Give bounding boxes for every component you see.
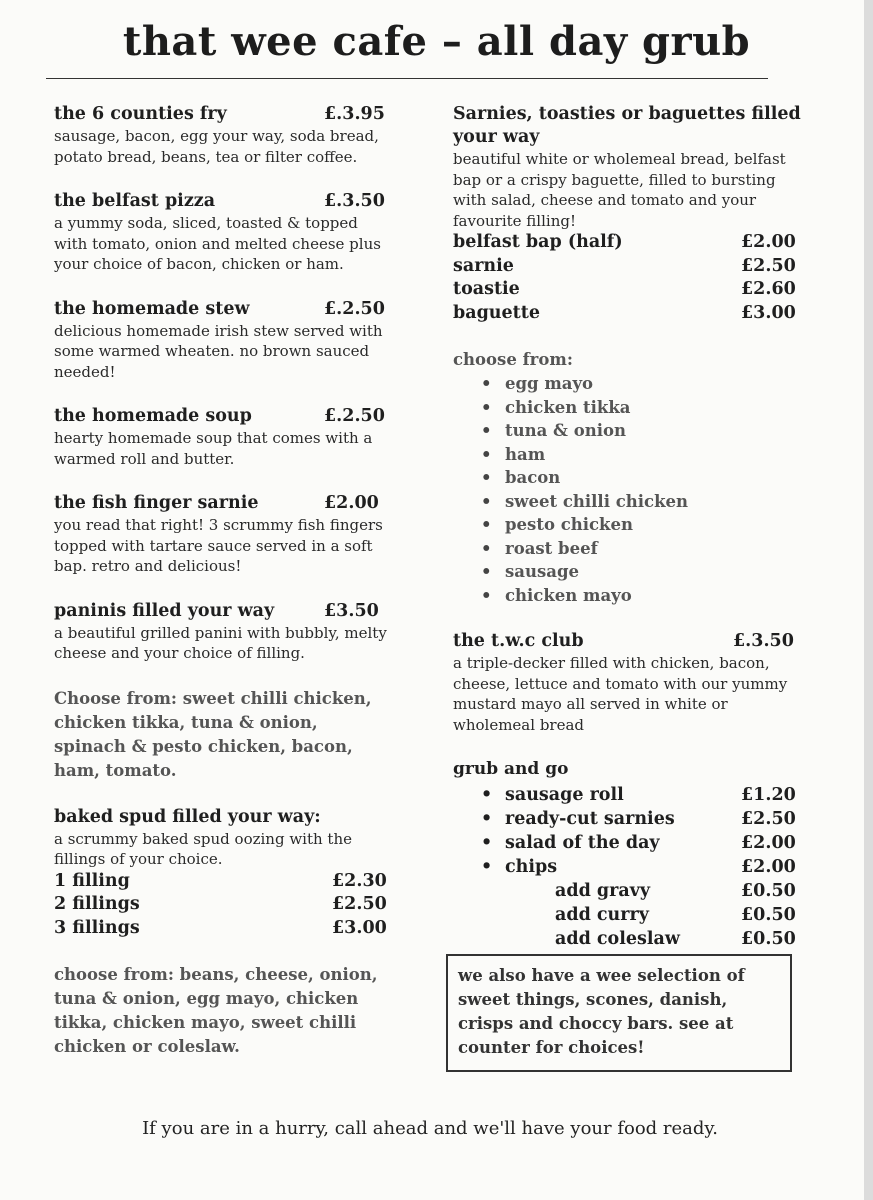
grub-row <box>453 855 803 879</box>
item-name: the 6 counties fry <box>54 104 227 124</box>
section-heading: grub and go <box>453 759 569 779</box>
price-row <box>453 278 803 302</box>
grub-label: • chips <box>505 857 558 877</box>
title-rule <box>46 78 768 79</box>
section-heading: Sarnies, toasties or baguettes filled your way <box>453 104 801 147</box>
option-label: baguette <box>453 302 540 323</box>
item-name: the t.w.c club <box>453 631 584 651</box>
price-row <box>453 302 803 326</box>
price-row <box>453 231 803 255</box>
addon-row <box>453 879 803 903</box>
menu-item <box>54 600 394 664</box>
item-description: delicious homemade irish stew served with some warmed wheaten. no brown sauced needed! <box>54 321 383 381</box>
item-heading <box>453 630 803 653</box>
item-name: paninis filled your way <box>54 600 275 621</box>
option-price: £2.60 <box>741 279 796 299</box>
item-description: a triple-decker filled with chicken, bacon, cheese, lettuce and tomato with our yummy mustard mayo all served in white or wholemeal bread <box>453 654 788 734</box>
menu-item <box>54 298 394 383</box>
club-item <box>453 630 803 735</box>
grub-price: £2.50 <box>741 809 796 829</box>
addon-price: £0.50 <box>741 929 796 949</box>
page-title: that wee cafe – all day grub <box>122 18 751 65</box>
grub-label: • ready-cut sarnies <box>505 809 675 829</box>
item-heading <box>54 492 394 515</box>
list-item: • egg mayo <box>481 372 803 396</box>
item-description: a scrummy baked spud oozing with the fillings of your choice. <box>54 829 352 868</box>
item-price: £.2.50 <box>324 298 385 319</box>
spud-choices: choose from: beans, cheese, onion, tuna & onion, egg mayo, chicken tikka, chicken mayo, sweet chilli chicken or coleslaw. <box>54 965 378 1056</box>
item-heading <box>54 600 394 623</box>
option-price: £3.00 <box>332 917 387 938</box>
item-heading <box>54 103 394 126</box>
list-item: • ham <box>481 443 803 467</box>
item-description: a yummy soda, sliced, toasted & topped with tomato, onion and melted cheese plus your choice of bacon, chicken or ham. <box>54 214 381 273</box>
list-item: • chicken mayo <box>481 584 803 608</box>
item-name: the fish finger sarnie <box>54 493 259 513</box>
footer-note: If you are in a hurry, call ahead and we'll have your food ready. <box>142 1118 718 1139</box>
addon-label: add coleslaw <box>555 929 680 949</box>
grub-price: £1.20 <box>741 785 796 805</box>
list-item: • pesto chicken <box>481 513 803 537</box>
section-description: beautiful white or wholemeal bread, belfast bap or a crispy baguette, filled to bursting with salad, cheese and tomato and your favourite filling! <box>453 150 786 230</box>
left-column <box>54 103 394 1059</box>
sweets-notice-box: we also have a wee selection of sweet things, scones, danish, crisps and choccy bars. see at counter for choices! <box>446 954 792 1072</box>
panini-choices: Choose from: sweet chilli chicken, chicken tikka, tuna & onion, spinach & pesto chicken, bacon, ham, tomato. <box>54 688 372 780</box>
item-price: £.2.50 <box>324 406 385 426</box>
list-item: • roast beef <box>481 537 803 561</box>
menu-item-spud <box>54 806 394 941</box>
list-item: • sweet chilli chicken <box>481 490 803 514</box>
price-row <box>453 255 803 279</box>
sarnies-section <box>453 103 803 325</box>
option-price: £2.50 <box>332 894 387 914</box>
item-heading <box>54 405 394 428</box>
item-name: baked spud filled your way: <box>54 806 321 827</box>
fillings-section <box>453 348 803 607</box>
grub-row <box>453 783 803 807</box>
item-name: the belfast pizza <box>54 191 216 211</box>
menu-item <box>54 492 394 577</box>
item-price: £.3.50 <box>324 191 385 211</box>
option-price: £3.00 <box>741 302 796 323</box>
option-label: toastie <box>453 279 520 299</box>
list-item: • chicken tikka <box>481 396 803 420</box>
item-description: you read that right! 3 scrummy fish fingers topped with tartare sauce served in a soft bap. retro and delicious! <box>54 516 383 575</box>
addon-label: add curry <box>555 905 649 925</box>
item-price: £.3.50 <box>733 631 794 651</box>
addon-row <box>453 927 803 951</box>
menu-item <box>54 103 394 167</box>
item-heading <box>54 190 394 213</box>
grub-price: £2.00 <box>741 833 796 853</box>
option-label: 2 fillings <box>54 894 140 914</box>
addon-row <box>453 903 803 927</box>
price-row <box>54 917 394 941</box>
list-item: • tuna & onion <box>481 419 803 443</box>
item-description: hearty homemade soup that comes with a warmed roll and butter. <box>54 429 373 468</box>
right-column <box>453 103 803 951</box>
choose-label: choose from: <box>453 350 573 369</box>
grub-row <box>453 831 803 855</box>
addon-price: £0.50 <box>741 881 796 901</box>
addon-price: £0.50 <box>741 905 796 925</box>
grub-label: • sausage roll <box>505 785 624 805</box>
page-edge <box>864 0 873 1200</box>
fillings-list <box>453 372 803 607</box>
item-price: £.3.95 <box>324 104 385 124</box>
menu-item <box>54 190 394 275</box>
option-price: £2.30 <box>332 870 387 891</box>
price-row <box>54 870 394 894</box>
option-label: 1 filling <box>54 870 130 891</box>
item-price: £2.00 <box>324 493 379 513</box>
price-row <box>54 893 394 917</box>
addon-label: add gravy <box>555 881 651 901</box>
option-label: belfast bap (half) <box>453 232 623 252</box>
list-item: • sausage <box>481 560 803 584</box>
item-name: the homemade stew <box>54 298 250 319</box>
grub-and-go-section <box>453 758 803 951</box>
list-item: • bacon <box>481 466 803 490</box>
grub-label: • salad of the day <box>505 833 660 853</box>
item-name: the homemade soup <box>54 406 252 426</box>
option-label: 3 fillings <box>54 917 140 938</box>
item-heading <box>54 806 394 829</box>
option-label: sarnie <box>453 255 514 276</box>
grub-price: £2.00 <box>741 857 796 877</box>
item-price: £3.50 <box>324 600 379 621</box>
item-heading <box>54 298 394 321</box>
item-description: sausage, bacon, egg your way, soda bread, potato bread, beans, tea or filter coffee. <box>54 127 379 166</box>
menu-item <box>54 405 394 469</box>
item-description: a beautiful grilled panini with bubbly, melty cheese and your choice of filling. <box>54 623 387 662</box>
grub-row <box>453 807 803 831</box>
option-price: £2.50 <box>741 255 796 276</box>
option-price: £2.00 <box>741 232 796 252</box>
